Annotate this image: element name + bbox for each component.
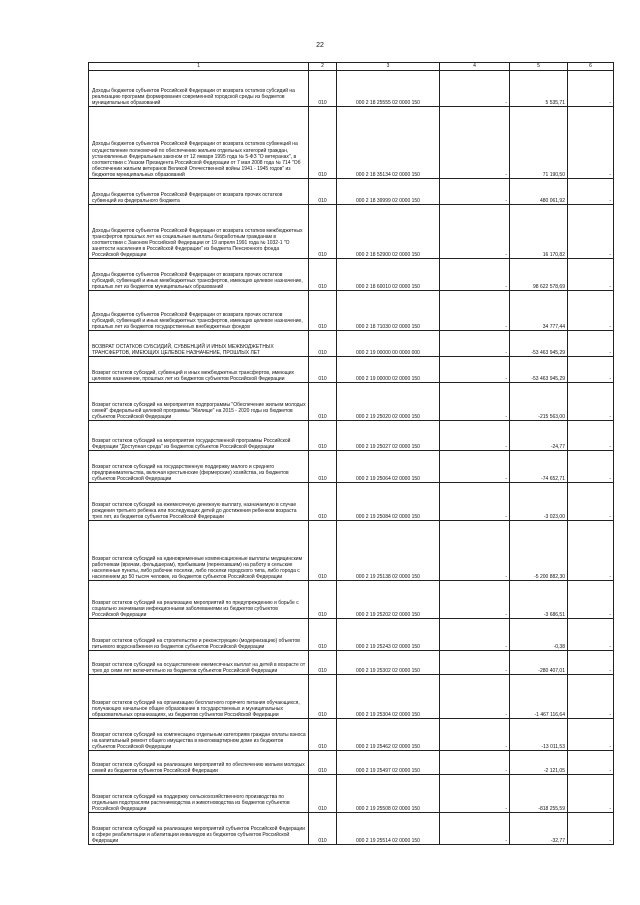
row-description: Доходы бюджетов субъектов Российской Федерации от возврата прочих остатков субсидий, субвенций и иных межбюджетных трансфертов, имеющих целевое назначение, прошлых лет из бюджетов муниципальных образований bbox=[89, 259, 309, 291]
row-executed: 16 170,82 bbox=[510, 205, 568, 259]
table-row bbox=[89, 651, 614, 675]
row-line-code: 010 bbox=[309, 775, 337, 813]
row-line-code: 010 bbox=[309, 357, 337, 383]
row-line-code: 010 bbox=[309, 291, 337, 331]
row-executed: 480 061,92 bbox=[510, 179, 568, 205]
row-budget-code: 000 2 18 35134 02 0000 150 bbox=[337, 107, 440, 179]
row-description: ВОЗВРАТ ОСТАТКОВ СУБСИДИЙ, СУБВЕНЦИЙ И ИНЫХ МЕЖБЮДЖЕТНЫХ ТРАНСФЕРТОВ, ИМЕЮЩИХ ЦЕЛЕВОЕ НАЗНАЧЕНИЕ, ПРОШЛЫХ ЛЕТ bbox=[89, 331, 309, 357]
row-unexecuted: - bbox=[568, 259, 614, 291]
table-row bbox=[89, 775, 614, 813]
row-unexecuted: - bbox=[568, 521, 614, 581]
row-executed: -24,77 bbox=[510, 421, 568, 451]
row-description: Доходы бюджетов субъектов Российской Федерации от возврата прочих остатков субвенций из федерального бюджета bbox=[89, 179, 309, 205]
row-executed: -818 255,59 bbox=[510, 775, 568, 813]
row-approved: - bbox=[440, 521, 510, 581]
table-row bbox=[89, 675, 614, 719]
row-unexecuted: - bbox=[568, 775, 614, 813]
row-budget-code: 000 2 19 25462 02 0000 150 bbox=[337, 719, 440, 751]
column-header: 4 bbox=[440, 63, 510, 71]
row-approved: - bbox=[440, 291, 510, 331]
page-number: 22 bbox=[316, 42, 324, 49]
row-line-code: 010 bbox=[309, 719, 337, 751]
row-unexecuted: - bbox=[568, 179, 614, 205]
row-executed: -32,77 bbox=[510, 813, 568, 845]
row-line-code: 010 bbox=[309, 107, 337, 179]
row-line-code: 010 bbox=[309, 521, 337, 581]
table-row bbox=[89, 813, 614, 845]
column-header: 5 bbox=[510, 63, 568, 71]
row-line-code: 010 bbox=[309, 179, 337, 205]
row-description: Доходы бюджетов субъектов Российской Федерации от возврата остатков субвенций на осуществление полномочий по обеспечению жильем отдельных категорий граждан, установленных Федеральным законом от 12 января 1995 года № 5-ФЗ "О ветеранах", в соответствии с Указом Президента Российской Федерации от 7 мая 2008 года № 714 "Об обеспечении жильем ветеранов Великой Отечественной войны 1941 - 1945 годов" из бюджетов муниципальных образований bbox=[89, 107, 309, 179]
row-budget-code: 000 2 19 00000 02 0000 150 bbox=[337, 357, 440, 383]
row-executed: -0,38 bbox=[510, 619, 568, 651]
row-approved: - bbox=[440, 619, 510, 651]
row-line-code: 010 bbox=[309, 619, 337, 651]
row-budget-code: 000 2 19 25020 02 0000 150 bbox=[337, 383, 440, 421]
row-unexecuted: - bbox=[568, 421, 614, 451]
row-approved: - bbox=[440, 421, 510, 451]
row-budget-code: 000 2 19 25064 02 0000 150 bbox=[337, 451, 440, 483]
row-description: Возврат остатков субсидий на мероприятия государственной программы Российской Федерации "Доступная среда" из бюджетов субъектов Российской Федерации bbox=[89, 421, 309, 451]
row-budget-code: 000 2 19 25202 02 0000 150 bbox=[337, 581, 440, 619]
table-row bbox=[89, 719, 614, 751]
row-approved: - bbox=[440, 751, 510, 775]
table-row bbox=[89, 291, 614, 331]
row-unexecuted: - bbox=[568, 107, 614, 179]
row-executed: -53 463 945,29 bbox=[510, 357, 568, 383]
row-budget-code: 000 2 19 25138 02 0000 150 bbox=[337, 521, 440, 581]
row-unexecuted: - bbox=[568, 383, 614, 421]
table-row bbox=[89, 383, 614, 421]
row-description: Доходы бюджетов субъектов Российской Федерации от возврата прочих остатков субсидий, субвенций и иных межбюджетных трансфертов, имеющих целевое назначение, прошлых лет из бюджетов государственных внебюджетных фондов bbox=[89, 291, 309, 331]
row-unexecuted: - bbox=[568, 331, 614, 357]
table-row bbox=[89, 619, 614, 651]
column-header: 3 bbox=[337, 63, 440, 71]
column-header: 1 bbox=[89, 63, 309, 71]
row-unexecuted: - bbox=[568, 751, 614, 775]
row-unexecuted: - bbox=[568, 675, 614, 719]
row-line-code: 010 bbox=[309, 483, 337, 521]
row-executed: 71 190,50 bbox=[510, 107, 568, 179]
row-description: Возврат остатков субсидий на осуществление ежемесячных выплат на детей в возрасте от трех до семи лет включительно из бюджетов субъектов Российской Федерации bbox=[89, 651, 309, 675]
row-approved: - bbox=[440, 813, 510, 845]
table-row bbox=[89, 357, 614, 383]
row-unexecuted: - bbox=[568, 651, 614, 675]
row-budget-code: 000 2 18 39999 02 0000 150 bbox=[337, 179, 440, 205]
row-description: Возврат остатков субсидий на реализацию мероприятий по обеспечению жильем молодых семей из бюджетов субъектов Российской Федерации bbox=[89, 751, 309, 775]
row-budget-code: 000 2 19 25304 02 0000 150 bbox=[337, 675, 440, 719]
row-approved: - bbox=[440, 581, 510, 619]
row-approved: - bbox=[440, 179, 510, 205]
row-budget-code: 000 2 19 25497 02 0000 150 bbox=[337, 751, 440, 775]
row-budget-code: 000 2 18 60010 02 0000 150 bbox=[337, 259, 440, 291]
table-row bbox=[89, 751, 614, 775]
row-unexecuted: - bbox=[568, 451, 614, 483]
row-line-code: 010 bbox=[309, 205, 337, 259]
row-approved: - bbox=[440, 71, 510, 107]
row-approved: - bbox=[440, 451, 510, 483]
row-approved: - bbox=[440, 107, 510, 179]
row-budget-code: 000 2 19 25514 02 0000 150 bbox=[337, 813, 440, 845]
row-description: Возврат остатков субсидий на организацию бесплатного горячего питания обучающихся, получающих начальное общее образование в государственных и муниципальных образовательных организациях, из бюджетов субъектов Российской Федерации bbox=[89, 675, 309, 719]
row-line-code: 010 bbox=[309, 451, 337, 483]
row-budget-code: 000 2 19 00000 00 0000 000 bbox=[337, 331, 440, 357]
table-row bbox=[89, 331, 614, 357]
row-line-code: 010 bbox=[309, 813, 337, 845]
row-unexecuted: - bbox=[568, 483, 614, 521]
row-executed: 98 622 578,69 bbox=[510, 259, 568, 291]
row-executed: 5 535,71 bbox=[510, 71, 568, 107]
row-approved: - bbox=[440, 357, 510, 383]
row-line-code: 010 bbox=[309, 651, 337, 675]
row-executed: -2 121,05 bbox=[510, 751, 568, 775]
row-budget-code: 000 2 18 52900 02 0000 150 bbox=[337, 205, 440, 259]
row-budget-code: 000 2 18 71030 02 0000 150 bbox=[337, 291, 440, 331]
row-line-code: 010 bbox=[309, 581, 337, 619]
row-description: Возврат остатков субсидий, субвенций и иных межбюджетных трансфертов, имеющих целевое назначение, прошлых лет из бюджетов субъектов Российской Федерации bbox=[89, 357, 309, 383]
table-row bbox=[89, 521, 614, 581]
table-row bbox=[89, 107, 614, 179]
row-executed: -3 686,51 bbox=[510, 581, 568, 619]
row-description: Возврат остатков субсидий на государственную поддержку малого и среднего предпринимательства, включая крестьянские (фермерские) хозяйства, из бюджетов субъектов Российской Федерации bbox=[89, 451, 309, 483]
row-approved: - bbox=[440, 483, 510, 521]
row-budget-code: 000 2 19 25508 02 0000 150 bbox=[337, 775, 440, 813]
row-description: Возврат остатков субсидий на строительство и реконструкцию (модернизацию) объектов питьевого водоснабжения из бюджетов субъектов Российской Федерации bbox=[89, 619, 309, 651]
row-unexecuted: - bbox=[568, 357, 614, 383]
row-line-code: 010 bbox=[309, 383, 337, 421]
table-row bbox=[89, 179, 614, 205]
row-description: Возврат остатков субсидий на реализацию мероприятий по предупреждению и борьбе с социально значимыми инфекционными заболеваниями из бюджетов субъектов Российской Федерации bbox=[89, 581, 309, 619]
row-approved: - bbox=[440, 383, 510, 421]
row-executed: -74 652,71 bbox=[510, 451, 568, 483]
row-description: Возврат остатков субсидий на реализацию мероприятий субъектов Российской Федерации в сфере реабилитации и абилитации инвалидов из бюджетов субъектов Российской Федерации bbox=[89, 813, 309, 845]
row-executed: -215 563,00 bbox=[510, 383, 568, 421]
row-budget-code: 000 2 19 25084 02 0000 150 bbox=[337, 483, 440, 521]
row-executed: -13 011,53 bbox=[510, 719, 568, 751]
row-executed: -280 407,01 bbox=[510, 651, 568, 675]
row-unexecuted: - bbox=[568, 581, 614, 619]
row-budget-code: 000 2 19 25243 02 0000 150 bbox=[337, 619, 440, 651]
row-unexecuted: - bbox=[568, 619, 614, 651]
row-line-code: 010 bbox=[309, 331, 337, 357]
table-row bbox=[89, 451, 614, 483]
column-header: 6 bbox=[568, 63, 614, 71]
row-approved: - bbox=[440, 675, 510, 719]
row-budget-code: 000 2 19 25302 02 0000 150 bbox=[337, 651, 440, 675]
row-description: Возврат остатков субсидий на ежемесячную денежную выплату, назначаемую в случае рождения третьего ребенка или последующих детей до достижения ребенком возраста трех лет, из бюджетов субъектов Российской Федерации bbox=[89, 483, 309, 521]
column-header: 2 bbox=[309, 63, 337, 71]
row-approved: - bbox=[440, 259, 510, 291]
row-description: Доходы бюджетов субъектов Российской Федерации от возврата остатков межбюджетных трансфертов прошлых лет на социальные выплаты безработным гражданам в соответствии с Законом Российской Федерации от 19 апреля 1991 года № 1032-1 "О занятости населения в Российской Федерации" из бюджета Пенсионного фонда Российской Федерации bbox=[89, 205, 309, 259]
row-approved: - bbox=[440, 719, 510, 751]
table-row bbox=[89, 421, 614, 451]
row-budget-code: 000 2 18 25555 02 0000 150 bbox=[337, 71, 440, 107]
row-description: Возврат остатков субсидий на компенсацию отдельным категориям граждан оплаты взноса на капитальный ремонт общего имущества в многоквартирном доме из бюджетов субъектов Российской Федерации bbox=[89, 719, 309, 751]
table-row bbox=[89, 71, 614, 107]
row-approved: - bbox=[440, 651, 510, 675]
table-header-row bbox=[89, 63, 614, 71]
budget-table bbox=[88, 62, 614, 845]
row-unexecuted: - bbox=[568, 71, 614, 107]
row-description: Доходы бюджетов субъектов Российской Федерации от возврата остатков субсидий на реализацию программ формирования современной городской среды из бюджетов муниципальных образований bbox=[89, 71, 309, 107]
table-row bbox=[89, 483, 614, 521]
row-description: Возврат остатков субсидий на мероприятия подпрограммы "Обеспечение жильем молодых семей" федеральной целевой программы "Жилище" на 2015 - 2020 годы из бюджетов субъектов Российской Федерации bbox=[89, 383, 309, 421]
row-executed: -3 023,00 bbox=[510, 483, 568, 521]
row-executed: -5 200 882,30 bbox=[510, 521, 568, 581]
table-row bbox=[89, 581, 614, 619]
row-approved: - bbox=[440, 205, 510, 259]
row-line-code: 010 bbox=[309, 421, 337, 451]
row-line-code: 010 bbox=[309, 259, 337, 291]
row-description: Возврат остатков субсидий на поддержку сельскохозяйственного производства по отдельным подотраслям растениеводства и животноводства из бюджетов субъектов Российской Федерации bbox=[89, 775, 309, 813]
row-executed: 34 777,44 bbox=[510, 291, 568, 331]
row-budget-code: 000 2 19 25027 02 0000 150 bbox=[337, 421, 440, 451]
table-row bbox=[89, 205, 614, 259]
row-approved: - bbox=[440, 775, 510, 813]
row-unexecuted: - bbox=[568, 291, 614, 331]
row-executed: -53 463 945,29 bbox=[510, 331, 568, 357]
row-unexecuted: - bbox=[568, 719, 614, 751]
row-description: Возврат остатков субсидий на единовременные компенсационные выплаты медицинским работникам (врачам, фельдшерам), прибывшим (переехавшим) на работу в сельские населенные пункты, либо рабочие поселки, либо поселки городского типа, либо города с населением до 50 тысяч человек, из бюджетов субъектов Российской Федерации bbox=[89, 521, 309, 581]
row-line-code: 010 bbox=[309, 675, 337, 719]
row-unexecuted: - bbox=[568, 813, 614, 845]
table-row bbox=[89, 259, 614, 291]
row-unexecuted: - bbox=[568, 205, 614, 259]
row-approved: - bbox=[440, 331, 510, 357]
row-line-code: 010 bbox=[309, 751, 337, 775]
row-line-code: 010 bbox=[309, 71, 337, 107]
row-executed: -1 467 116,64 bbox=[510, 675, 568, 719]
